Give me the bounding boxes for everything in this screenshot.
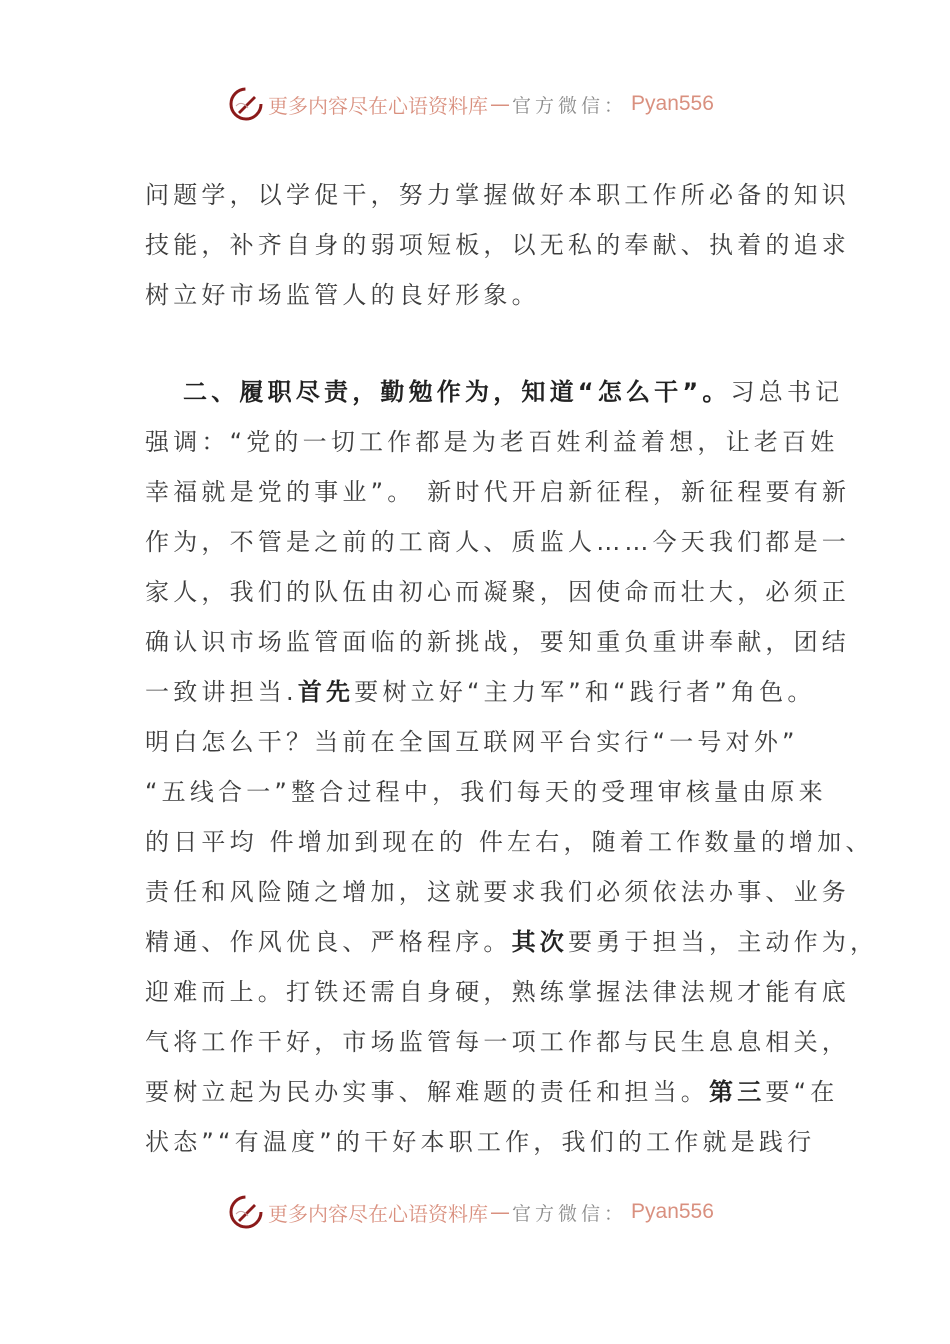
text-line: 确认识市场监管面临的新挑战，要知重负重讲奉献，团结	[145, 628, 850, 656]
document-body	[145, 170, 879, 1167]
watermark-wechat-label: 官方微信：	[512, 94, 628, 117]
text-span: 一致讲担当.	[145, 678, 298, 706]
section-heading: 二、履职尽责，勤勉作为，知道“怎么干”。	[183, 378, 731, 406]
text-line: 气将工作干好，市场监管每一项工作都与民生息息相关，	[145, 1028, 850, 1056]
paragraph-1	[145, 170, 850, 320]
quill-pen-logo-icon	[228, 1194, 264, 1230]
emphasis-third: 第三	[709, 1078, 766, 1106]
watermark-wechat-id: Pyan556	[631, 1200, 714, 1223]
footer-watermark	[228, 1192, 714, 1232]
text-line	[145, 1067, 839, 1117]
watermark-wechat-label: 官方微信：	[512, 1202, 628, 1225]
text-line	[145, 667, 816, 717]
quill-pen-logo-icon	[228, 86, 264, 122]
text-span: 要“在	[765, 1078, 839, 1106]
watermark-main-text: 更多内容尽在心语资料库	[268, 93, 488, 118]
text-line	[145, 917, 879, 967]
text-line: 责任和风险随之增加，这就要求我们必须依法办事、业务	[145, 878, 850, 906]
emphasis-second: 其次	[511, 928, 569, 956]
text-line: 树立好市场监管人的良好形象。	[145, 281, 540, 309]
text-span: 要勇于担当，主动作为，	[568, 928, 879, 956]
watermark-wechat-id: Pyan556	[631, 92, 714, 115]
text-line: 作为，不管是之前的工商人、质监人……今天我们都是一	[145, 528, 850, 556]
paragraph-2	[145, 367, 879, 1167]
text-line: 迎难而上。打铁还需自身硬，熟练掌握法律法规才能有底	[145, 978, 850, 1006]
text-line: 技能，补齐自身的弱项短板，以无私的奉献、执着的追求	[145, 231, 850, 259]
watermark-dash: —	[490, 92, 510, 116]
text-line: 家人，我们的队伍由初心而凝聚，因使命而壮大，必须正	[145, 578, 850, 606]
text-span: 精通、作风优良、严格程序。	[145, 928, 512, 956]
text-span: 要树立好“主力军”和“践行者”角色。	[354, 678, 816, 706]
text-line: 的日平均 件增加到现在的 件左右，随着工作数量的增加、	[145, 828, 874, 856]
text-line: 状态”“有温度”的干好本职工作，我们的工作就是践行	[145, 1128, 816, 1156]
watermark-dash: —	[490, 1200, 510, 1224]
text-line	[145, 367, 844, 417]
header-watermark	[228, 84, 714, 124]
text-span: 要树立起为民办实事、解难题的责任和担当。	[145, 1078, 709, 1106]
text-line: 问题学，以学促干，努力掌握做好本职工作所必备的知识	[145, 181, 850, 209]
emphasis-first: 首先	[297, 678, 355, 706]
text-line: 幸福就是党的事业”。 新时代开启新征程，新征程要有新	[145, 478, 851, 506]
text-span: 习总书记	[730, 378, 844, 406]
watermark-main-text: 更多内容尽在心语资料库	[268, 1201, 488, 1226]
text-line: 强调：“党的一切工作都是为老百姓利益着想，让老百姓	[145, 428, 839, 456]
text-line: 明白怎么干？当前在全国互联网平台实行“一号对外”	[145, 728, 799, 756]
text-line: “五线合一”整合过程中，我们每天的受理审核量由原来	[145, 778, 827, 806]
